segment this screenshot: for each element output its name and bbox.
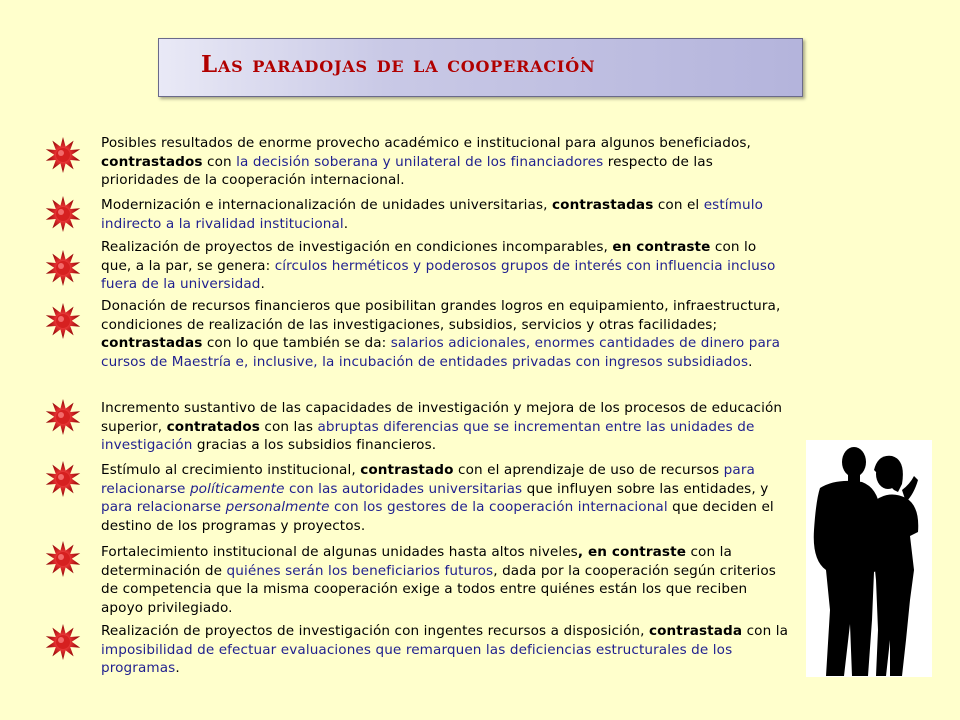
slide-title: Las paradojas de la cooperación [201, 51, 596, 78]
paragraph-text: . [343, 215, 349, 232]
paragraph-text: respecto de las prioridades de la cooperación internacional. [101, 153, 713, 189]
paragraph-text: con las [260, 418, 318, 435]
contrast-keyword: contrastada [648, 623, 743, 639]
highlighted-phrase: la decisión soberana y unilateral de los financiadores [236, 153, 604, 170]
highlighted-phrase: salarios adicionales, enormes cantidades de dinero para cursos de Maestría e, inclusive, la incubación de entidades privadas con ingresos subsidiados [101, 335, 781, 370]
highlighted-phrase: círculos herméticos y poderosos grupos de interés con influencia incluso fuera de la universidad [101, 257, 776, 293]
paragraph-text: Incremento sustantivo de las capacidades de investigación y mejora de los procesos de educación superior, [101, 400, 783, 435]
paragraph-text: con la [742, 623, 789, 639]
paragraph-text: Realización de proyectos de investigación en condiciones incomparables, [101, 239, 613, 255]
starburst-bullet-icon [44, 540, 82, 578]
starburst-bullet-icon [44, 460, 82, 498]
paragraph-text: con la determinación de [101, 544, 732, 579]
paragraph-text: . [748, 353, 753, 370]
contrast-keyword: contratados [166, 418, 260, 435]
list-item [101, 461, 791, 535]
contrast-keyword: en contraste [612, 239, 711, 255]
paragraph-text: con lo que, a la par, se genera: [101, 239, 757, 274]
paragraph-text: Realización de proyectos de investigación con ingentes recursos a disposición, [101, 623, 649, 639]
highlighted-phrase: para relacionarse [101, 499, 226, 516]
paragraph-text: Estímulo al crecimiento institucional, [101, 462, 361, 478]
paragraph-text: con lo que también se da: [202, 335, 391, 352]
paragraph-text: gracias a los subsidios financieros. [192, 437, 437, 454]
paragraph-text: que deciden el destino de los programas y proyectos. [101, 499, 774, 534]
list-item [101, 622, 791, 678]
highlighted-phrase: con los gestores de la cooperación internacional [329, 499, 668, 516]
starburst-bullet-icon [44, 195, 82, 233]
contrast-keyword: contrastados [101, 153, 203, 170]
paragraph-text: Posibles resultados de enorme provecho académico e institucional para algunos beneficiados, [101, 135, 751, 151]
highlighted-phrase: para relacionarse [101, 462, 755, 497]
starburst-bullet-icon [44, 249, 82, 287]
paragraph-text: . [260, 276, 265, 293]
highlighted-phrase: quiénes serán los beneficiarios futuros [226, 562, 494, 579]
list-item [101, 399, 791, 455]
starburst-bullet-icon [44, 623, 82, 661]
paragraph-text: Fortalecimiento institucional de algunas unidades hasta altos niveles [101, 544, 578, 560]
paragraph-text: con el [653, 197, 704, 213]
list-item [101, 297, 791, 371]
highlighted-phrase: con las autoridades universitarias [284, 480, 523, 497]
paragraph-text: con el aprendizaje de uso de recursos [453, 462, 724, 478]
list-item [101, 543, 791, 617]
starburst-bullet-icon [44, 398, 82, 436]
paragraph-text: . [175, 660, 180, 677]
highlighted-phrase: políticamente [189, 480, 285, 497]
highlighted-phrase: estímulo indirecto a la rivalidad institucional [101, 197, 764, 232]
list-item [101, 134, 791, 190]
paragraph-text: con [202, 153, 237, 170]
list-item [101, 238, 791, 294]
contrast-keyword: , en contraste [577, 544, 687, 560]
paragraph-text: , dada por la cooperación según criterios de competencia que la misma cooperación exige a todos entre quiénes están los que reciben apoyo privilegiado. [101, 562, 776, 616]
paragraph-text: Modernización e internacionalización de unidades universitarias, [101, 197, 552, 213]
paragraph-text: Donación de recursos financieros que posibilitan grandes logros en equipamiento, infraestructura, condiciones de realización de las investigaciones, subsidios, servicios y otras facilidades; [101, 298, 781, 333]
starburst-bullet-icon [44, 136, 82, 174]
contrast-keyword: contrastadas [551, 197, 654, 213]
highlighted-phrase: imposibilidad de efectuar evaluaciones que remarquen las deficiencias estructurales de los programas [101, 641, 733, 677]
paragraph-text: que influyen sobre las entidades, y [522, 480, 769, 497]
contrast-keyword: contrastado [360, 462, 454, 478]
starburst-bullet-icon [44, 302, 82, 340]
contrast-keyword: contrastadas [101, 335, 203, 352]
highlighted-phrase: personalmente [225, 499, 330, 516]
highlighted-phrase: abruptas diferencias que se incrementan entre las unidades de investigación [101, 418, 755, 454]
couple-silhouette-image [806, 440, 932, 677]
list-item [101, 196, 791, 233]
